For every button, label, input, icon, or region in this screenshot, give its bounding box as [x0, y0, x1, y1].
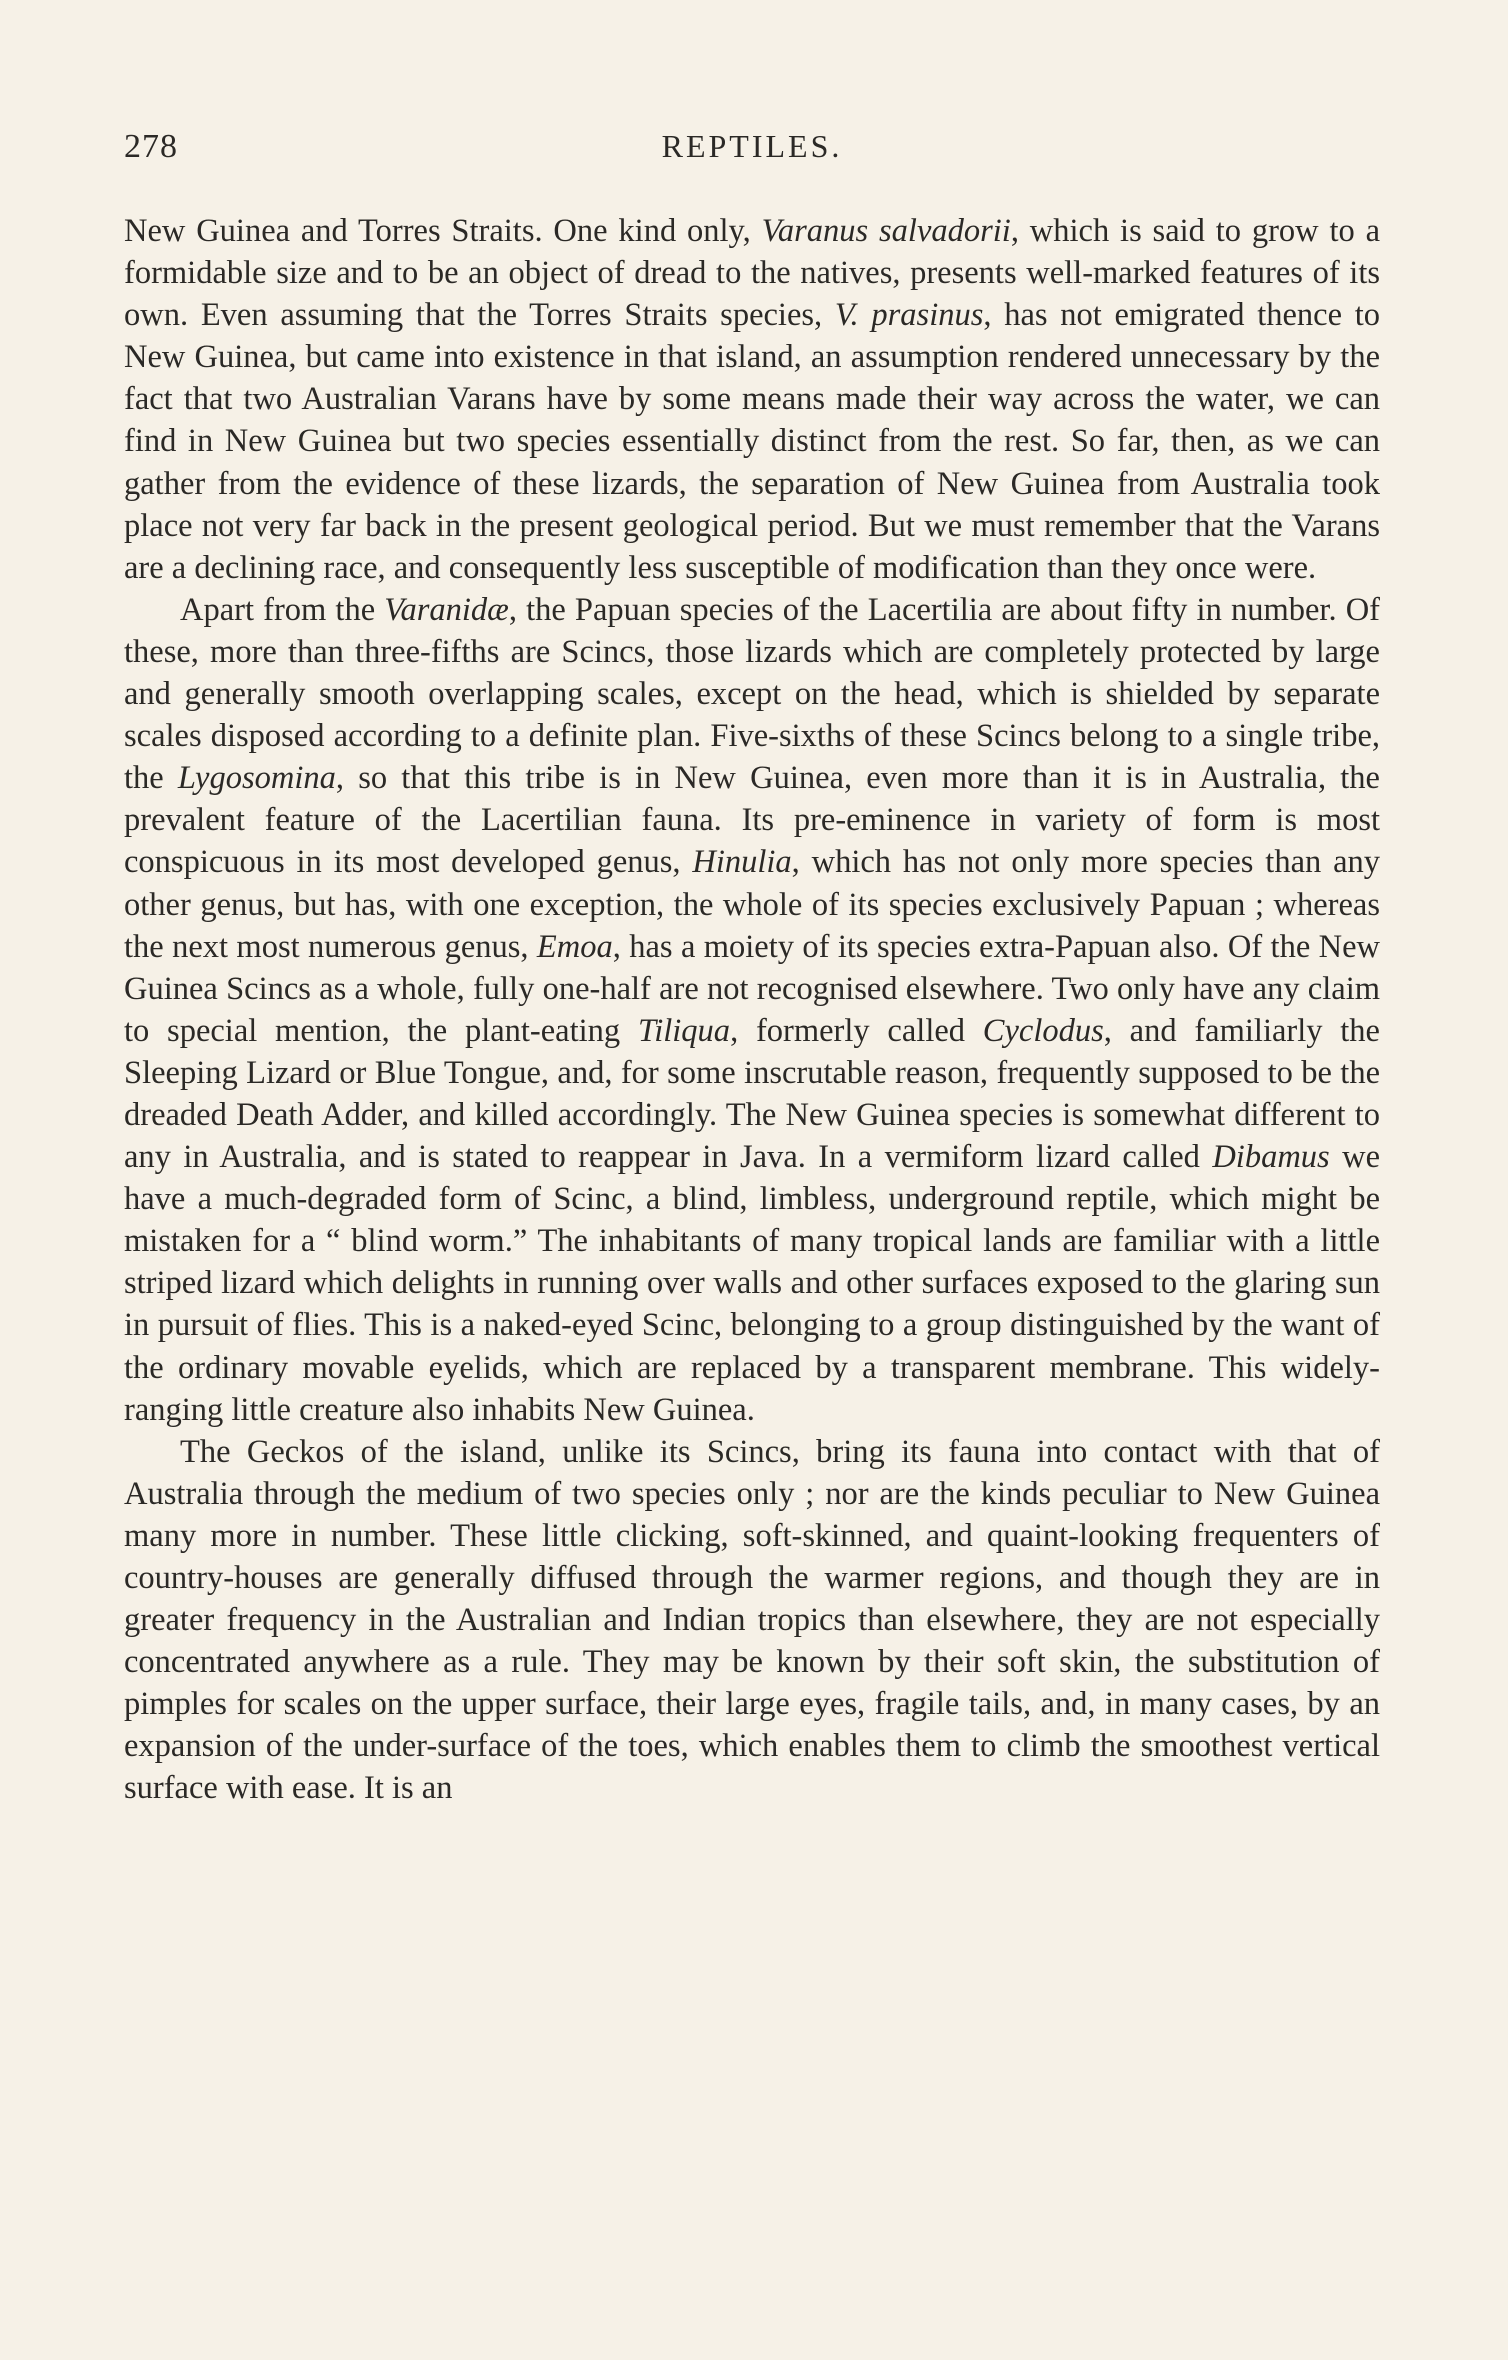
paragraph-geckos [124, 1431, 1380, 1810]
genus-name: Dibamus [1212, 1139, 1330, 1176]
text-run: , which is said to grow to a formidable size and to be an object of dread to the natives, presents well-marked features of its own. Even assuming that the Torres Straits species, [124, 213, 1381, 334]
genus-name: Tiliqua [637, 1012, 731, 1049]
paragraph-varans [124, 210, 1380, 589]
body-text [124, 210, 1380, 1810]
species-name: V. prasinus [834, 297, 984, 334]
genus-name: Hinulia [692, 844, 792, 881]
genus-name: Emoa [536, 928, 613, 965]
text-run: New Guinea and Torres Straits. One kind only, [124, 213, 762, 249]
text-run: , so that this tribe is in New Guinea, even more than it is in Australia, the prevalent feature of the Lacertilian fauna. Its pre-eminence in variety of form is most conspicuous in its most developed genus, [124, 760, 1380, 881]
text-run: Apart from the [180, 591, 385, 628]
text-run: , and familiarly the Sleeping Lizard or Blue Tongue, and, for some inscrutable reason, frequently supposed to be the dreaded Death Adder, and killed accordingly. The New Guinea species is somewhat different to any in Australia, and is stated to reappear in Java. In a vermiform lizard called [124, 1012, 1380, 1176]
text-run: , formerly called [730, 1012, 983, 1049]
taxon-name: Varanidæ [384, 591, 509, 628]
text-run: , which has not only more species than any other genus, but has, with one exception, the whole of its species exclusively Papuan ; whereas the next most numerous genus, [124, 844, 1380, 965]
text-run: The Geckos of the island, unlike its Scincs, bring its fauna into contact with that of Australia through the medium of two species only ; nor are the kinds peculiar to New Guinea many more in number. These little clicking, soft-skinned, and quaint-looking frequenters of country-houses are generally diffused through the warmer regions, and though they are in greater frequency in the Australian and Indian tropics than elsewhere, they are not especially concentrated anywhere as a rule. They may be known by their soft skin, the substitution of pimples for scales on the upper surface, their large eyes, fragile tails, and, in many cases, by an expansion of the under-surface of the toes, which enables them to climb the smoothest vertical surface with ease. It is an [124, 1433, 1380, 1807]
running-title: REPTILES. [661, 128, 843, 164]
species-name: Varanus salvadorii [761, 213, 1011, 249]
paragraph-scincs [124, 589, 1380, 1431]
text-run: , has a moiety of its species extra-Papuan also. Of the New Guinea Scincs as a whole, fully one-half are not recognised elsewhere. Two only have any claim to special mention, the plant-eating [124, 928, 1380, 1049]
genus-name: Cyclodus [982, 1012, 1104, 1049]
text-run: , has not emigrated thence to New Guinea, but came into existence in that island, an assumption rendered unnecessary by the fact that two Australian Varans have by some means made their way across the water, we can find in New Guinea but two species essentially distinct from the rest. So far, then, as we can gather from the evidence of these lizards, the separation of New Guinea from Australia took place not very far back in the present geological period. But we must remember that the Varans are a declining race, and consequently less susceptible of modification than they once were. [124, 297, 1381, 586]
page-number: 278 [124, 128, 178, 165]
text-run: , the Papuan species of the Lacertilia are about fifty in number. Of these, more than three-fifths are Scincs, those lizards which are completely protected by large and generally smooth overlapping scales, except on the head, which is shielded by separate scales disposed according to a definite plan. Five-sixths of these Scincs belong to a single tribe, the [124, 591, 1380, 797]
running-head [124, 128, 1380, 180]
text-run: we have a much-degraded form of Scinc, a blind, limbless, underground reptile, which might be mistaken for a “ blind worm.” The inhabitants of many tropical lands are familiar with a little striped lizard which delights in running over walls and other surfaces exposed to the glaring sun in pursuit of flies. This is a naked-eyed Scinc, belonging to a group distinguished by the want of the ordinary movable eyelids, which are replaced by a transparent membrane. This widely-ranging little creature also inhabits New Guinea. [124, 1139, 1380, 1428]
taxon-name: Lygosomina [177, 760, 336, 797]
